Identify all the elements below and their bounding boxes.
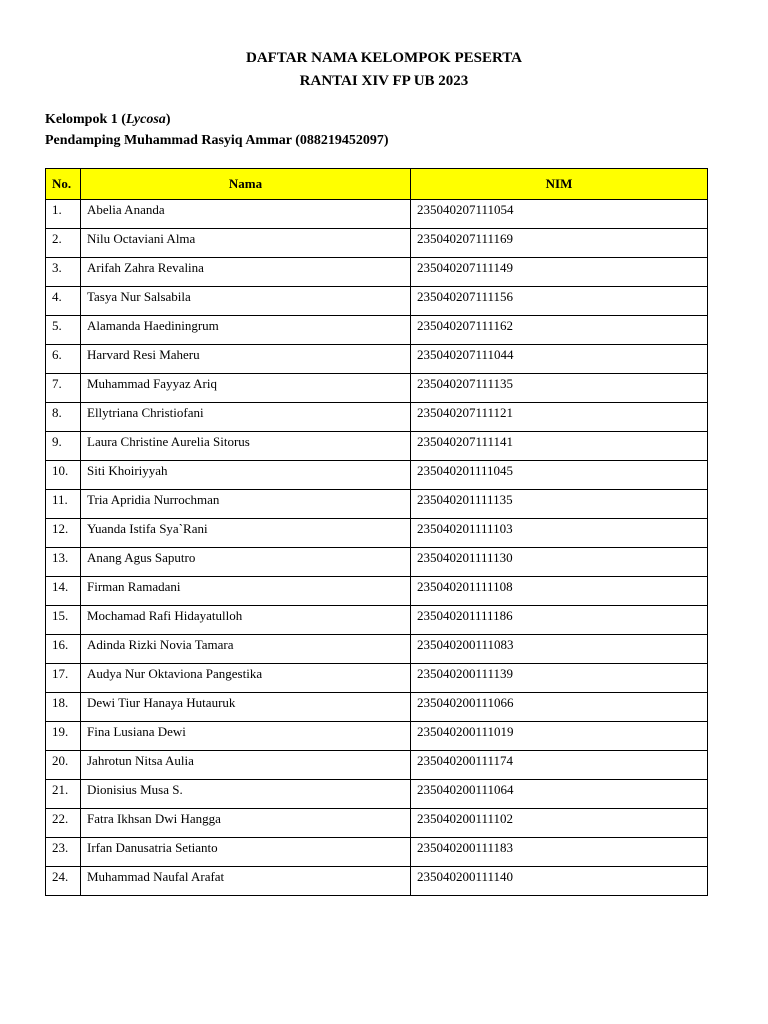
table-row [46,722,708,751]
table-row [46,316,708,345]
cell-nim: 235040207111141 [411,432,708,461]
table-row [46,258,708,287]
table-body [46,200,708,896]
table-row [46,519,708,548]
table-row [46,635,708,664]
cell-no: 18. [46,693,81,722]
cell-nim: 235040200111019 [411,722,708,751]
cell-nama: Anang Agus Saputro [81,548,411,577]
table-row [46,432,708,461]
table-row [46,461,708,490]
table-row [46,664,708,693]
cell-nim: 235040200111140 [411,867,708,896]
table-row [46,229,708,258]
cell-nim: 235040207111054 [411,200,708,229]
table-header-row [46,169,708,200]
group-name: Lycosa [125,112,166,127]
cell-no: 4. [46,287,81,316]
cell-nim: 235040201111186 [411,606,708,635]
cell-nama: Dionisius Musa S. [81,780,411,809]
cell-nama: Siti Khoiriyyah [81,461,411,490]
table-row [46,403,708,432]
participant-table [45,168,708,896]
table-row [46,751,708,780]
cell-nama: Arifah Zahra Revalina [81,258,411,287]
cell-no: 1. [46,200,81,229]
cell-nim: 235040201111103 [411,519,708,548]
cell-no: 6. [46,345,81,374]
cell-nama: Tasya Nur Salsabila [81,287,411,316]
table-row [46,693,708,722]
cell-nim: 235040207111169 [411,229,708,258]
cell-nama: Fina Lusiana Dewi [81,722,411,751]
cell-nama: Alamanda Haediningrum [81,316,411,345]
cell-no: 11. [46,490,81,519]
cell-no: 17. [46,664,81,693]
cell-no: 12. [46,519,81,548]
cell-nim: 235040207111135 [411,374,708,403]
group-prefix: Kelompok 1 ( [45,112,126,127]
cell-nim: 235040207111044 [411,345,708,374]
group-suffix: ) [165,112,171,127]
header-no: No. [46,169,81,200]
group-info [45,109,389,151]
cell-nama: Jahrotun Nitsa Aulia [81,751,411,780]
cell-nama: Muhammad Naufal Arafat [81,867,411,896]
table-row [46,867,708,896]
cell-nama: Audya Nur Oktaviona Pangestika [81,664,411,693]
cell-nama: Adinda Rizki Novia Tamara [81,635,411,664]
cell-nama: Nilu Octaviani Alma [81,229,411,258]
table-row [46,809,708,838]
cell-no: 22. [46,809,81,838]
table-row [46,200,708,229]
table-row [46,577,708,606]
cell-no: 19. [46,722,81,751]
cell-nim: 235040200111139 [411,664,708,693]
cell-nama: Mochamad Rafi Hidayatulloh [81,606,411,635]
cell-no: 20. [46,751,81,780]
cell-no: 8. [46,403,81,432]
cell-nim: 235040207111121 [411,403,708,432]
cell-no: 5. [46,316,81,345]
table-row [46,490,708,519]
table-row [46,838,708,867]
cell-no: 16. [46,635,81,664]
cell-nim: 235040200111183 [411,838,708,867]
cell-nama: Abelia Ananda [81,200,411,229]
cell-nama: Yuanda Istifa Sya`Rani [81,519,411,548]
cell-nim: 235040200111066 [411,693,708,722]
cell-nim: 235040201111108 [411,577,708,606]
cell-nama: Irfan Danusatria Setianto [81,838,411,867]
cell-nim: 235040200111064 [411,780,708,809]
table-row [46,287,708,316]
table-row [46,374,708,403]
cell-nama: Laura Christine Aurelia Sitorus [81,432,411,461]
cell-no: 23. [46,838,81,867]
cell-nim: 235040201111135 [411,490,708,519]
header-nama: Nama [81,169,411,200]
document-title-line-2: RANTAI XIV FP UB 2023 [299,73,469,89]
cell-nama: Fatra Ikhsan Dwi Hangga [81,809,411,838]
cell-no: 24. [46,867,81,896]
group-label [45,109,389,130]
cell-nama: Tria Apridia Nurrochman [81,490,411,519]
cell-nim: 235040207111149 [411,258,708,287]
cell-nim: 235040200111174 [411,751,708,780]
cell-no: 13. [46,548,81,577]
cell-nim: 235040200111083 [411,635,708,664]
cell-nama: Dewi Tiur Hanaya Hutauruk [81,693,411,722]
document-title-line-1: DAFTAR NAMA KELOMPOK PESERTA [245,50,522,66]
cell-nim: 235040207111162 [411,316,708,345]
cell-nim: 235040201111045 [411,461,708,490]
cell-nama: Muhammad Fayyaz Ariq [81,374,411,403]
cell-nama: Firman Ramadani [81,577,411,606]
table-row [46,548,708,577]
cell-no: 7. [46,374,81,403]
table-row [46,780,708,809]
cell-no: 3. [46,258,81,287]
mentor-label: Pendamping Muhammad Rasyiq Ammar (088219452097) [45,133,389,148]
cell-nim: 235040207111156 [411,287,708,316]
cell-nim: 235040200111102 [411,809,708,838]
table-row [46,345,708,374]
cell-nama: Harvard Resi Maheru [81,345,411,374]
cell-nim: 235040201111130 [411,548,708,577]
cell-no: 21. [46,780,81,809]
table-row [46,606,708,635]
cell-no: 2. [46,229,81,258]
cell-no: 10. [46,461,81,490]
cell-no: 9. [46,432,81,461]
cell-no: 15. [46,606,81,635]
header-nim: NIM [411,169,708,200]
cell-no: 14. [46,577,81,606]
cell-nama: Ellytriana Christiofani [81,403,411,432]
